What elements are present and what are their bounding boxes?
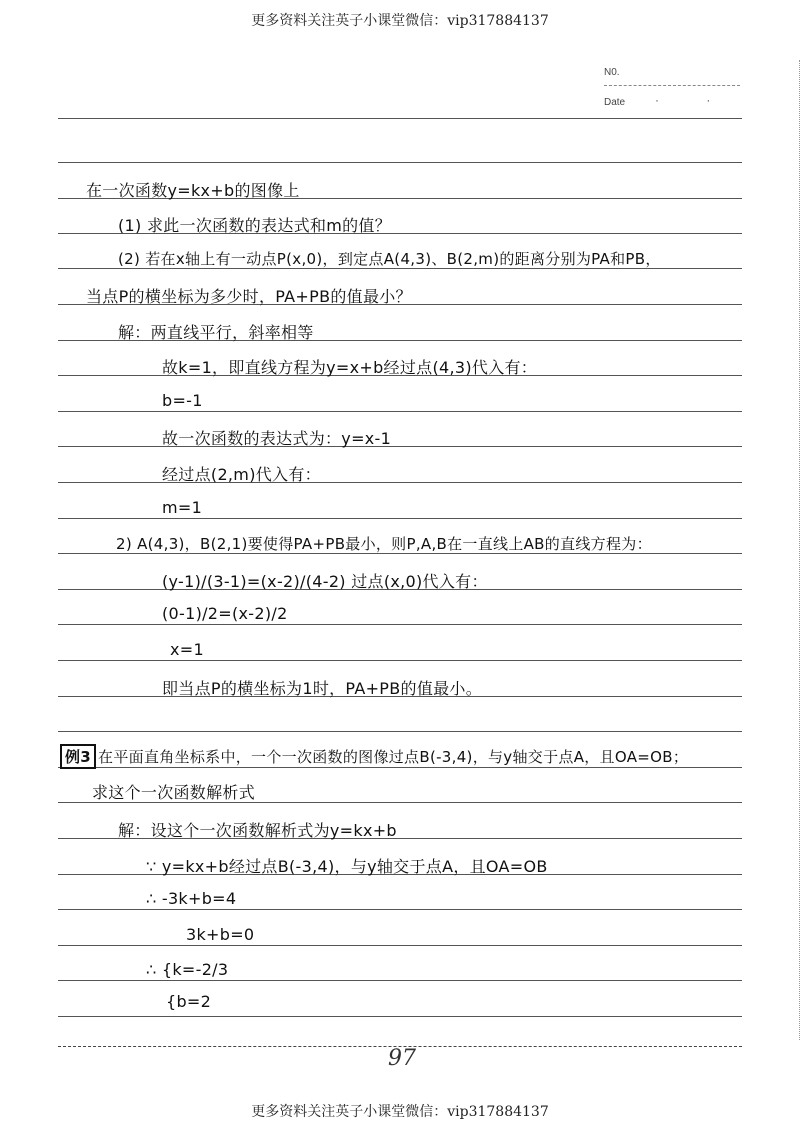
example-solution-start: 解：设这个一次函数解析式为y=kx+b	[118, 821, 397, 840]
example-solution-line: ∴ {k=-2/3	[146, 960, 229, 979]
ruled-line	[58, 909, 742, 910]
watermark-bottom: 更多资料关注英子小课堂微信：vip317884137	[251, 1104, 549, 1120]
date-label: Date	[604, 97, 626, 108]
solution-start: 解：两直线平行，斜率相等	[118, 323, 314, 342]
solution-line: (y-1)/(3-1)=(x-2)/(4-2) 过点(x,0)代入有：	[162, 572, 488, 591]
example-solution-line: ∵ y=kx+b经过点B(-3,4)，与y轴交于点A，且OA=OB	[146, 857, 548, 876]
example-solution-line: {b=2	[166, 992, 212, 1011]
example-3-statement	[60, 744, 688, 769]
ruled-line	[58, 980, 742, 981]
solution-line: 经过点(2,m)代入有：	[162, 465, 321, 484]
example-solution-line: 3k+b=0	[186, 925, 255, 944]
header-dashed-line	[604, 85, 740, 86]
example-tag: 例3	[60, 744, 96, 769]
solution-line: 故一次函数的表达式为：y=x-1	[162, 429, 392, 448]
solution-line: (0-1)/2=(x-2)/2	[162, 604, 288, 623]
page-edge	[796, 60, 800, 1040]
ruled-line	[58, 945, 742, 946]
example-3-task: 求这个一次函数解析式	[92, 783, 256, 802]
ruled-line	[58, 518, 742, 519]
question-2-cont: 当点P的横坐标为多少时，PA+PB的值最小？	[86, 287, 412, 306]
example-text: 在平面直角坐标系中，一个一次函数的图像过点B(-3,4)，与y轴交于点A，且OA=OB；	[98, 748, 689, 766]
solution-part-2: 2) A(4,3)，B(2,1)要使得PA+PB最小，则P,A,B在一直线上AB的直线方程为：	[116, 535, 652, 553]
question-2: (2) 若在x轴上有一动点P(x,0)，到定点A(4,3)、B(2,m)的距离分别为PA和PB，	[118, 250, 661, 268]
ruled-line	[58, 162, 742, 163]
solution-line: 故k=1，即直线方程为y=x+b经过点(4,3)代入有：	[162, 358, 538, 377]
no-label: N0.	[604, 67, 620, 78]
solution-conclusion: 即当点P的横坐标为1时，PA+PB的值最小。	[162, 679, 483, 698]
ruled-line	[58, 660, 742, 661]
ruled-line	[58, 446, 742, 447]
ruled-line	[58, 624, 742, 625]
ruled-line	[58, 411, 742, 412]
solution-line: b=-1	[162, 391, 203, 410]
watermark-top: 更多资料关注英子小课堂微信：vip317884137	[251, 13, 549, 29]
date-dots: · ·	[655, 93, 733, 107]
ruled-line	[58, 1016, 742, 1017]
ruled-line	[58, 482, 742, 483]
example-solution-line: ∴ -3k+b=4	[146, 889, 237, 908]
ruled-line	[58, 731, 742, 732]
solution-line: m=1	[162, 498, 203, 517]
solution-line: x=1	[170, 640, 204, 659]
question-1: (1) 求此一次函数的表达式和m的值？	[118, 216, 392, 235]
ruled-line	[58, 118, 742, 119]
page-number: 97	[388, 1046, 416, 1071]
problem-statement: 在一次函数y=kx+b的图像上	[86, 181, 300, 200]
